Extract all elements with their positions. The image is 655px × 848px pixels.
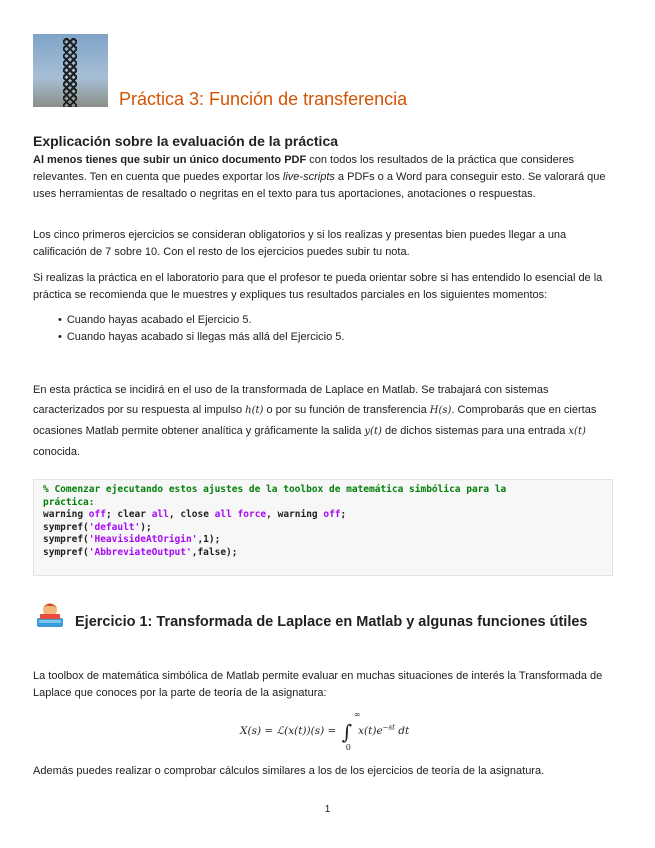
laplace-equation xyxy=(240,710,410,752)
code-block[interactable] xyxy=(33,479,613,576)
code-comment: práctica: xyxy=(43,496,95,508)
list-item xyxy=(58,329,344,346)
code-token: ; xyxy=(340,509,347,520)
text: o por su función de transferencia xyxy=(263,404,430,416)
code-string: 'AbbreviateOutput' xyxy=(88,546,192,558)
text: de dichos sistemas para una entrada xyxy=(381,425,569,437)
code-token: sympref( xyxy=(43,521,89,533)
text: con todos los resultados de la práctica que consideres relevantes. Ten en cuenta que puedes exportar los xyxy=(33,154,575,183)
integral-sign: ∫ ∞ 0 xyxy=(341,710,361,752)
code-string: 'HeavisideAtOrigin' xyxy=(88,534,198,545)
page-title: Práctica 3: Función de transferencia xyxy=(119,89,408,109)
bold-text: Al menos tienes que subir un único documento PDF xyxy=(33,154,307,166)
integral-lower: 0 xyxy=(345,743,351,752)
exercise1-heading: Ejercicio 1: Transformada de Laplace en Matlab y algunas funciones útiles xyxy=(75,614,588,630)
math-y-t: y(t) xyxy=(364,426,382,437)
code-comment: % Comenzar ejecutando estos ajustes de la toolbox de matemática simbólica para la xyxy=(43,484,507,495)
code-token: ,false); xyxy=(191,546,238,558)
paragraph-pdf-requirement xyxy=(33,152,623,203)
section-heading-evaluation: Explicación sobre la evaluación de la práctica xyxy=(33,133,339,149)
code-token: ); xyxy=(140,521,152,533)
code-keyword: off xyxy=(323,509,341,520)
italic-text: live-scripts xyxy=(282,171,335,183)
code-line xyxy=(43,509,612,522)
code-keyword: force xyxy=(237,509,267,520)
text: . Comprobarás que en ciertas ocasiones Matlab permite obtener analítica y gráficamente la salida xyxy=(33,404,597,437)
math-x-t: x(t) xyxy=(568,426,586,437)
equation-integrand: x(t)e xyxy=(358,725,383,737)
code-token: sympref( xyxy=(43,534,89,545)
equation-dt: dt xyxy=(398,725,410,737)
paragraph-extra: Además puedes realizar o comprobar cálculos similares a los de los ejercicios de teoría de la asignatura. xyxy=(33,765,545,777)
list-item-text: Cuando hayas acabado si llegas más allá del Ejercicio 5. xyxy=(66,331,345,343)
math-H-s: H(s) xyxy=(429,405,452,416)
paragraph-lab: Si realizas la práctica en el laboratorio para que el profesor te pueda orientar sobre si has entendido lo esencial de la práctica se recomienda que le muestres y expliques tus resultados parciales en los siguientes momentos: xyxy=(33,272,603,301)
antenna-tower-icon xyxy=(63,38,77,107)
integral-upper: ∞ xyxy=(353,710,361,719)
paragraph-intro xyxy=(33,380,623,462)
code-string: 'default' xyxy=(88,521,141,533)
equation-exponent: −st xyxy=(382,723,395,732)
code-keyword: all xyxy=(151,509,169,520)
code-line xyxy=(43,534,612,547)
text: En esta práctica se incidirá en el uso de la transformada de Laplace en Matlab. Se trabajará con sistemas caracterizados por su respuesta al impulso xyxy=(33,384,549,416)
course-logo xyxy=(33,34,108,107)
code-line xyxy=(43,547,612,560)
code-token: warning xyxy=(43,509,89,520)
equation-lhs: X(s) = ℒ(x(t))(s) = xyxy=(240,725,340,737)
code-token: sympref( xyxy=(43,546,89,558)
text: conocida. xyxy=(33,446,81,458)
page-number: 1 xyxy=(324,804,331,815)
code-token: ,1); xyxy=(197,534,221,545)
paragraph-laplace: La toolbox de matemática simbólica de Matlab permite evaluar en muchas situaciones de interés la Transformada de Laplace que conoces por la parte de teoría de la asignatura: xyxy=(33,670,603,699)
code-token: , close xyxy=(168,509,215,520)
text: a PDFs o a Word para conseguir esto. Se valorará que uses herramientas de resaltado o negritas en el texto para tus aportaciones, anotaciones o respuestas. xyxy=(33,171,606,200)
code-keyword: all xyxy=(214,509,232,520)
list-item-text: Cuando hayas acabado el Ejercicio 5. xyxy=(66,314,252,326)
math-h-t: h(t) xyxy=(245,405,264,416)
code-token: , warning xyxy=(266,509,324,520)
checkpoint-list xyxy=(58,312,344,346)
paragraph-grading: Los cinco primeros ejercicios se consideran obligatorios y si los realizas y presentas bien puedes llegar a una calificación de 7 sobre 10. Con el resto de los ejercicios puedes subir tu nota. xyxy=(33,229,567,258)
code-line xyxy=(43,522,612,535)
list-item xyxy=(58,312,344,329)
code-keyword: off xyxy=(88,509,106,520)
code-token: ; clear xyxy=(105,509,152,520)
